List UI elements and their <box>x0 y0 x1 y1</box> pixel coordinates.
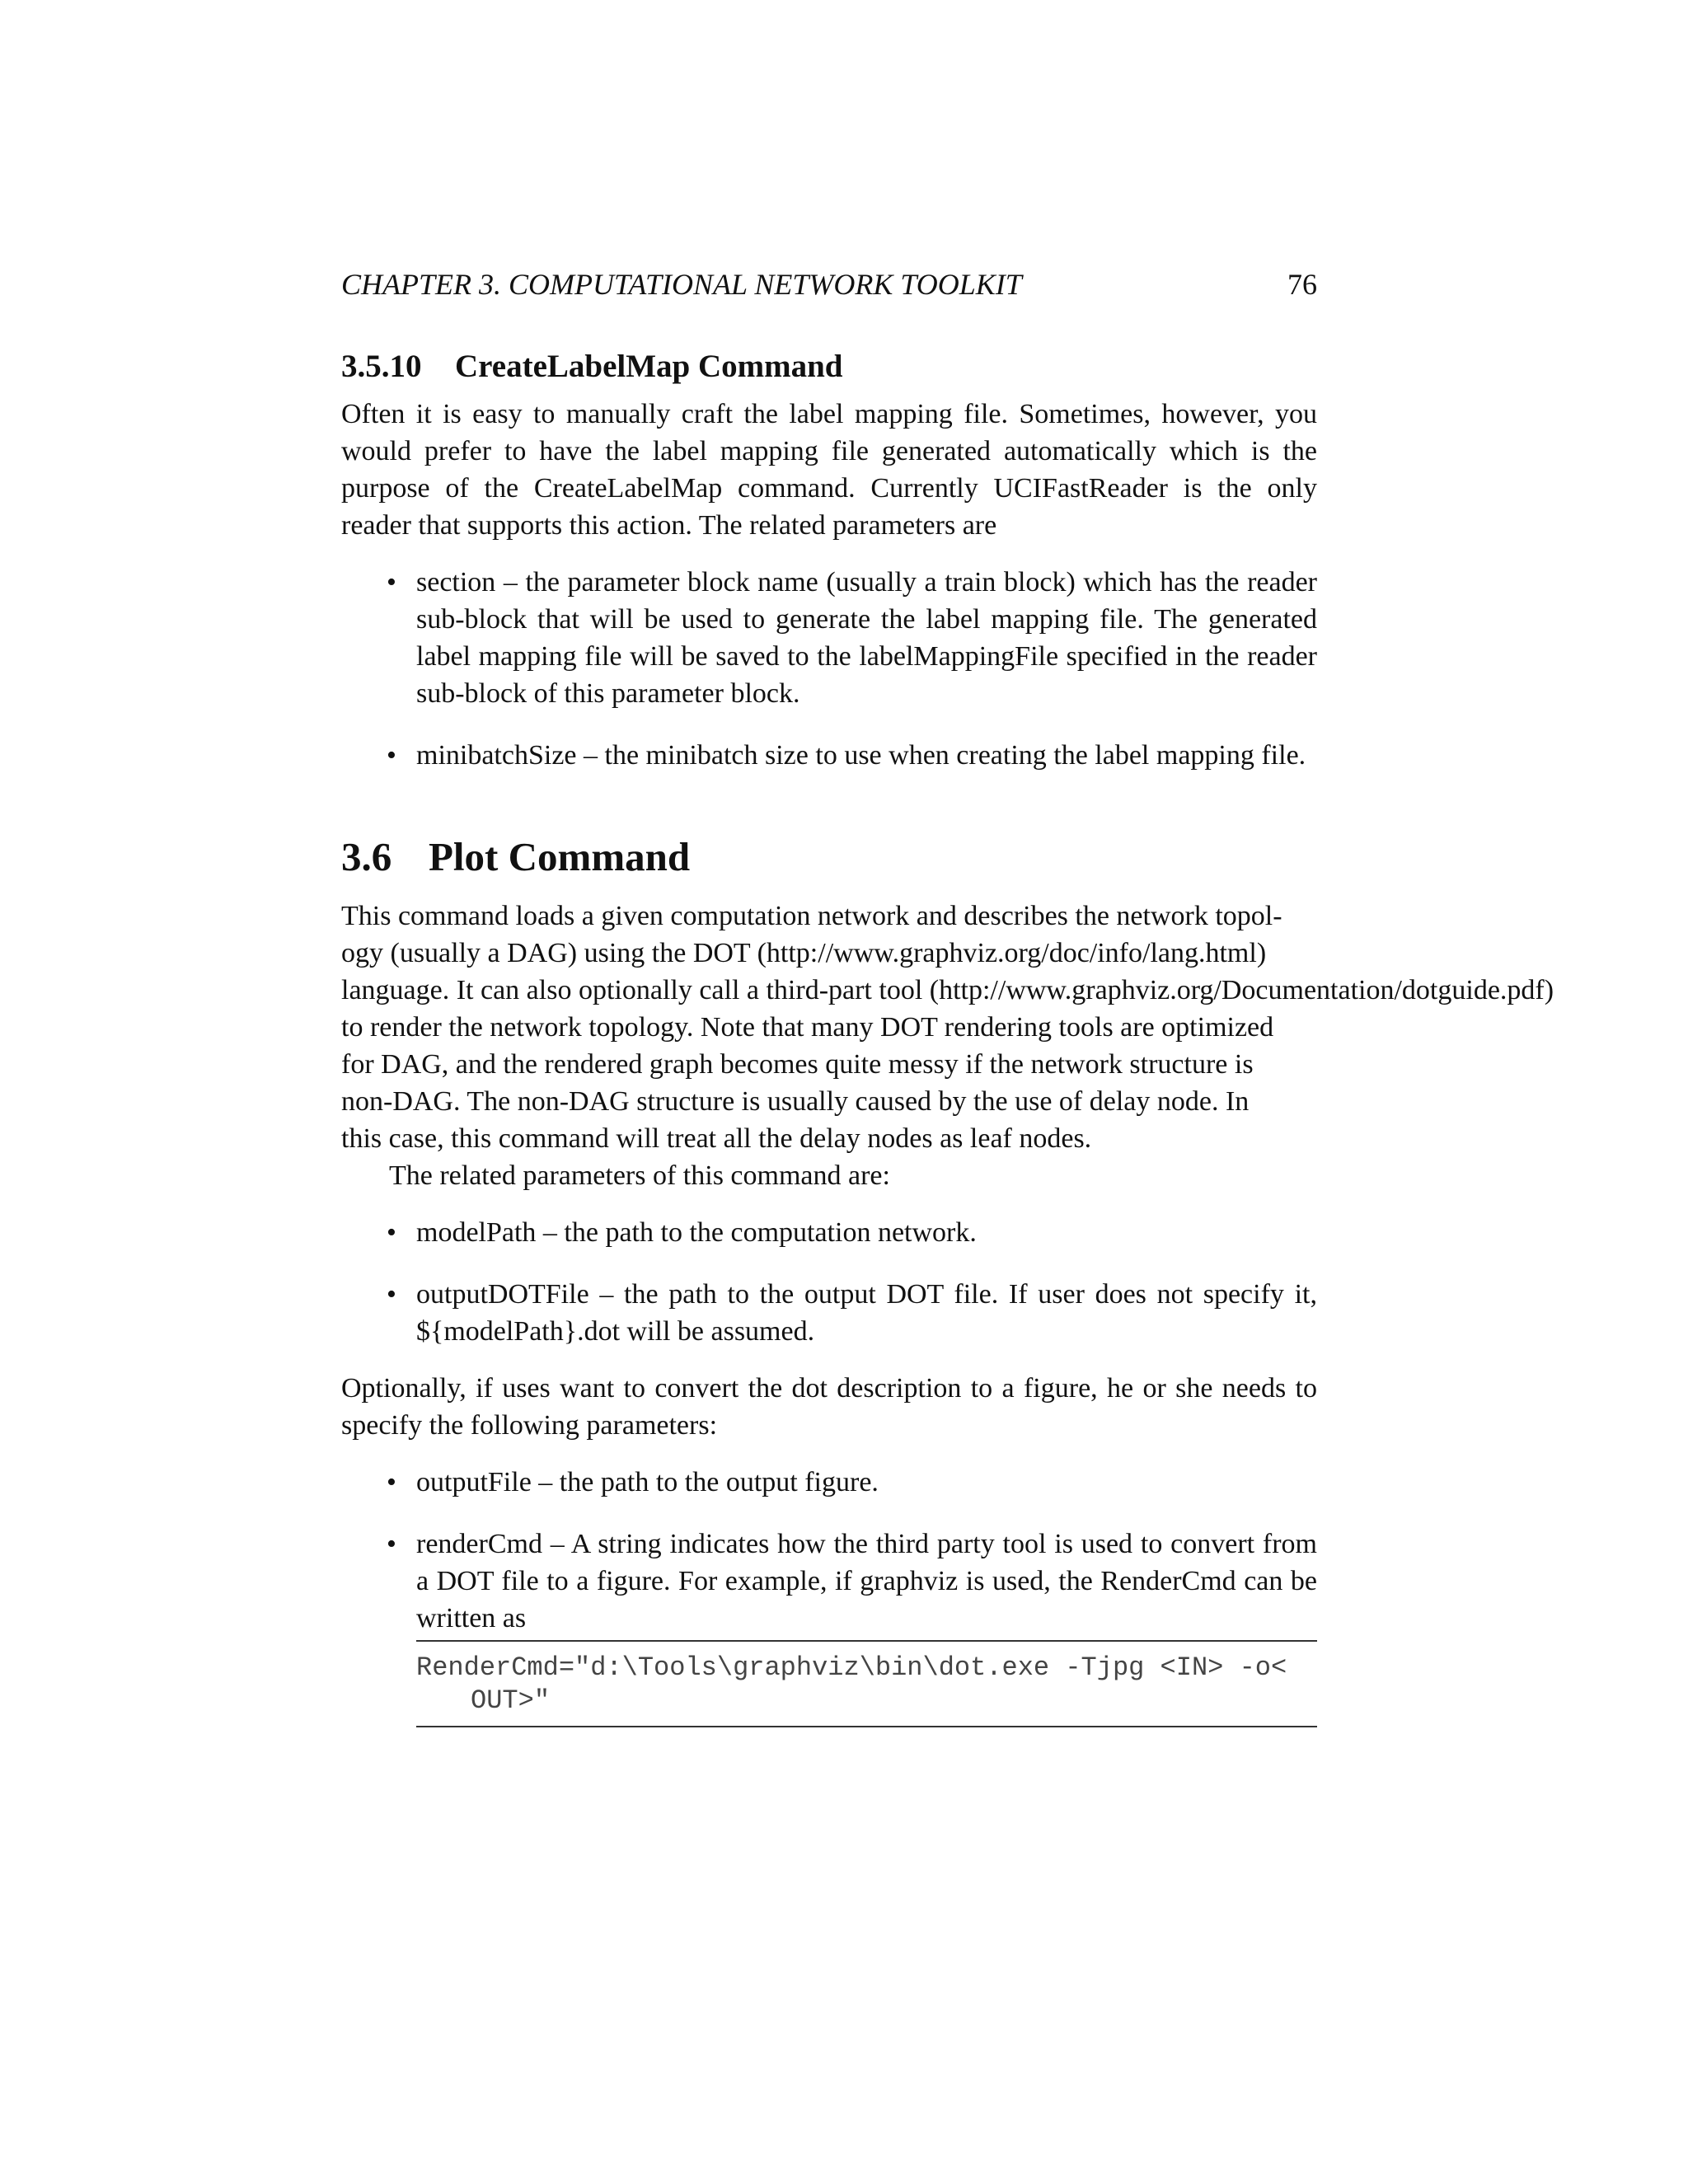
plot-intro-paragraph <box>341 898 1554 1157</box>
list-item <box>387 564 1317 712</box>
subsection-heading <box>341 346 1317 387</box>
page-number: 76 <box>1287 268 1317 301</box>
paragraph-line: non-DAG. The non-DAG structure is usually caused by the use of delay node. In <box>341 1086 1250 1117</box>
bullet-icon: • <box>387 1529 396 1559</box>
section-heading <box>341 832 1317 883</box>
paragraph-line: this case, this command will treat all the delay nodes as leaf nodes. <box>341 1123 1092 1154</box>
bullet-icon: • <box>387 1467 396 1497</box>
section-number: 3.6 <box>341 834 392 879</box>
paragraph-line: for DAG, and the rendered graph becomes quite messy if the network structure is <box>341 1049 1254 1080</box>
list-item-text: outputFile – the path to the output figure. <box>416 1467 879 1497</box>
createlabelmap-param-list <box>341 564 1317 774</box>
list-item <box>387 1276 1317 1350</box>
subsection-number: 3.5.10 <box>341 349 422 384</box>
chapter-title: CHAPTER 3. COMPUTATIONAL NETWORK TOOLKIT <box>341 268 1022 301</box>
bullet-icon: • <box>387 740 396 771</box>
list-item-text: outputDOTFile – the path to the output DOT file. If user does not specify it, ${modelPath}.dot will be assumed. <box>416 1279 1317 1347</box>
bullet-icon: • <box>387 567 396 598</box>
list-item <box>387 1526 1317 1637</box>
paragraph-line: This command loads a given computation network and describes the network topol- <box>341 901 1282 931</box>
list-item-text: minibatchSize – the minibatch size to use when creating the label mapping file. <box>416 740 1306 771</box>
code-line: RenderCmd="d:\Tools\graphviz\bin\dot.exe -Tjpg <IN> -o< <box>416 1652 1287 1683</box>
subsection-intro-paragraph: Often it is easy to manually craft the label mapping file. Sometimes, however, you would prefer to have the label mapping file generated automatically which is the purpose of the CreateLabelMap command. Currently UCIFastReader is the only reader that supports this action. The related parameters are <box>341 399 1317 541</box>
plot-param-list <box>341 1214 1317 1350</box>
code-block <box>416 1640 1317 1727</box>
list-item <box>387 1464 1317 1501</box>
paragraph-line: ogy (usually a DAG) using the DOT (http://www.graphviz.org/doc/info/lang.html) <box>341 938 1267 968</box>
plot-params-intro: The related parameters of this command are: <box>389 1160 890 1191</box>
list-item-text: modelPath – the path to the computation network. <box>416 1217 977 1248</box>
list-item-text: renderCmd – A string indicates how the third party tool is used to convert from a DOT file to a figure. For example, if graphviz is used, the RenderCmd can be written as <box>416 1529 1317 1633</box>
list-item <box>387 1214 1317 1251</box>
code-line: OUT>" <box>471 1685 551 1716</box>
bullet-icon: • <box>387 1279 396 1310</box>
list-item <box>387 737 1317 774</box>
subsection-title: CreateLabelMap Command <box>455 349 843 384</box>
list-item-text: section – the parameter block name (usually a train block) which has the reader sub-block that will be used to generate the label mapping file. The generated label mapping file will be saved to the labelMappingFile specified in the reader sub-block of this parameter block. <box>416 567 1317 709</box>
page-content <box>341 346 1554 1727</box>
section-title: Plot Command <box>429 834 691 879</box>
paragraph-line: language. It can also optionally call a third-part tool (http://www.graphviz.org/Documentation/dotguide.pdf) <box>341 975 1554 1005</box>
render-param-list <box>341 1464 1317 1637</box>
optional-params-paragraph: Optionally, if uses want to convert the dot description to a figure, he or she needs to specify the following parameters: <box>341 1373 1317 1441</box>
bullet-icon: • <box>387 1217 396 1248</box>
paragraph-line: to render the network topology. Note that many DOT rendering tools are optimized <box>341 1012 1274 1043</box>
